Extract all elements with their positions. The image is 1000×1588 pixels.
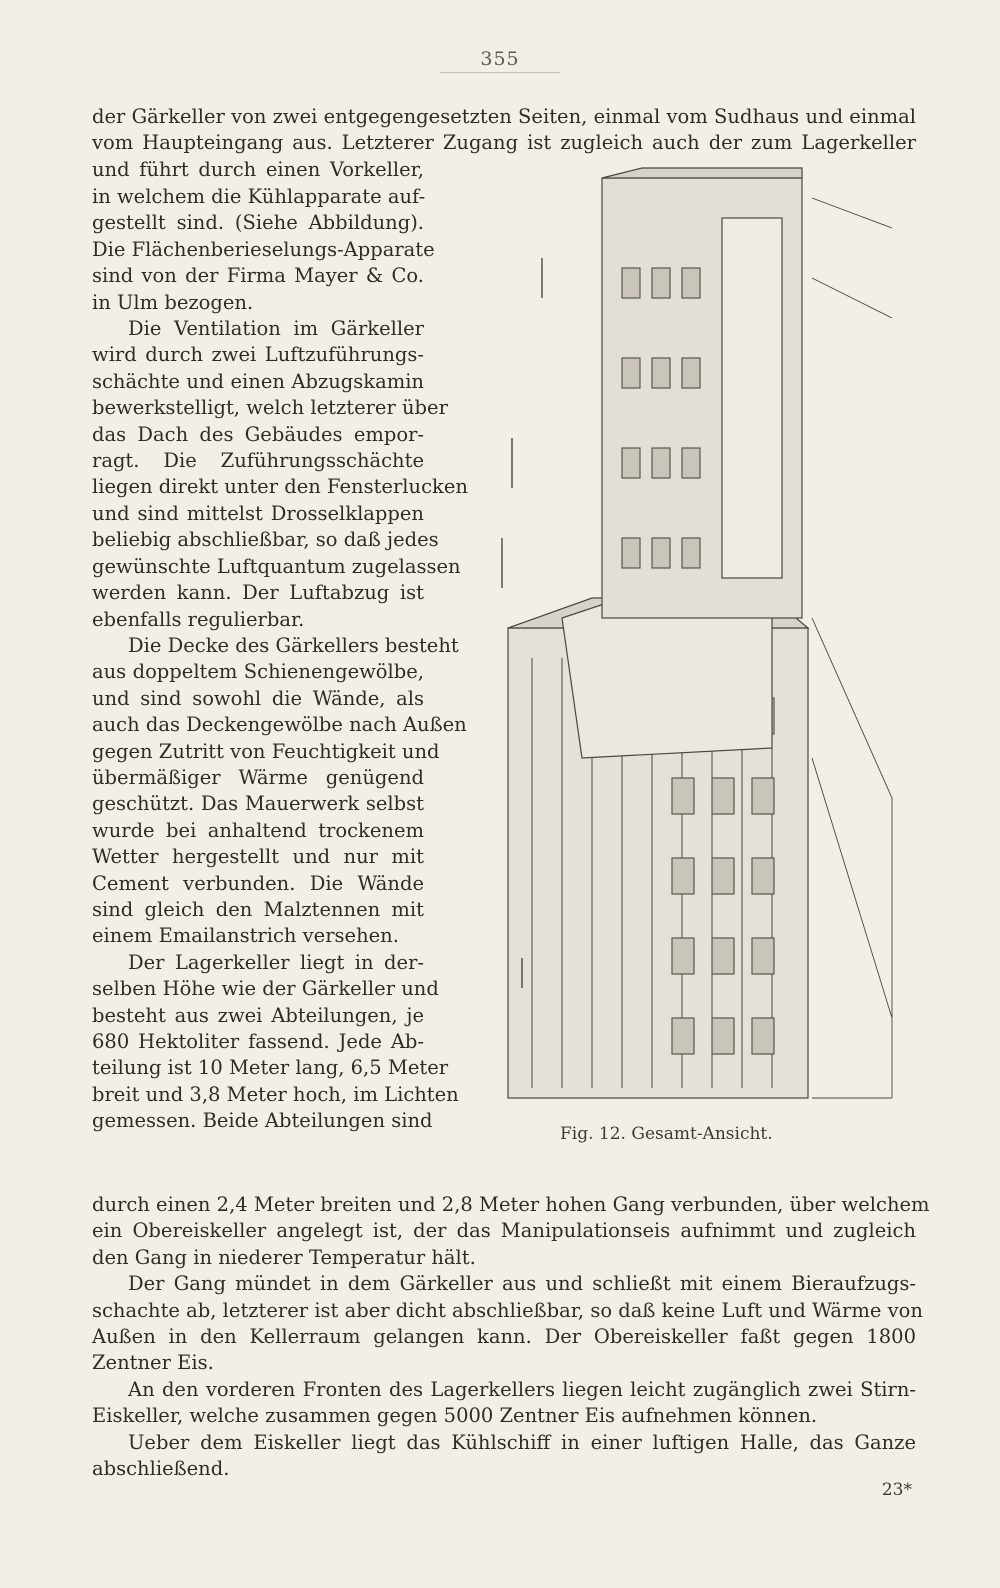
text-line: schachte ab, letzterer ist aber dicht abschließbar, so daß keine Luft und Wärme von — [92, 1298, 923, 1322]
text-line: gegen Zutritt von Feuchtigkeit und — [92, 739, 440, 763]
text-line: liegen direkt unter den Fensterlucken — [92, 475, 468, 499]
text-line: teilung ist 10 Meter lang, 6,5 Meter — [92, 1056, 449, 1080]
text-line: bewerkstelligt, welch letzterer über — [92, 396, 448, 420]
narrow-column — [92, 184, 468, 1135]
text-line: aus doppeltem Schienengewölbe, — [92, 660, 424, 684]
text-line: das Dach des Gebäudes empor- — [92, 422, 424, 446]
text-line: Wetter hergestellt und nur mit — [92, 845, 424, 869]
text-line: auch das Deckengewölbe nach Außen — [92, 713, 467, 737]
text-line: Cement verbunden. Die Wände — [92, 871, 424, 895]
text-line: ein Obereiskeller angelegt ist, der das Manipulationseis aufnimmt und zugleich — [92, 1219, 916, 1243]
wide-column — [92, 1192, 930, 1482]
brewery-illustration — [472, 158, 908, 1118]
text-line: gestellt sind. (Siehe Abbildung). — [92, 211, 424, 235]
text-line: besteht aus zwei Abteilungen, je — [92, 1003, 424, 1027]
text-line: und führt durch einen Vorkeller, — [92, 157, 424, 181]
page-number: 355 — [480, 48, 520, 70]
text-line: durch einen 2,4 Meter breiten und 2,8 Meter hohen Gang verbunden, über welchem — [92, 1193, 930, 1216]
text-line: Die Ventilation im Gärkeller — [128, 317, 424, 341]
text-line: wird durch zwei Luftzuführungs- — [92, 343, 424, 367]
text-line: vom Haupteingang aus. Letzterer Zugang ist zugleich auch der zum Lagerkeller — [92, 131, 916, 155]
signature-mark: 23* — [881, 1480, 912, 1500]
figure-caption: Fig. 12. Gesamt-Ansicht. — [560, 1124, 773, 1144]
text-line: übermäßiger Wärme genügend — [92, 765, 424, 789]
text-line: 680 Hektoliter fassend. Jede Ab- — [92, 1030, 424, 1053]
text-line: breit und 3,8 Meter hoch, im Lichten — [92, 1082, 459, 1106]
text-line: abschließend. — [92, 1457, 230, 1481]
text-line: und sind mittelst Drosselklappen — [92, 501, 424, 525]
text-line: der Gärkeller von zwei entgegengesetzten Seiten, einmal vom Sudhaus und einmal — [92, 105, 916, 128]
text-line: Der Gang mündet in dem Gärkeller aus und schließt mit einem Bieraufzugs- — [128, 1272, 916, 1296]
text-line: sind gleich den Malztennen mit — [92, 897, 424, 921]
text-line: wurde bei anhaltend trockenem — [92, 818, 424, 842]
text-line: schächte und einen Abzugskamin — [92, 369, 424, 393]
text-line: Außen in den Kellerraum gelangen kann. Der Obereiskeller faßt gegen 1800 — [92, 1325, 916, 1349]
text-line: Der Lagerkeller liegt in der- — [128, 950, 424, 974]
text-line: gewünschte Luftquantum zugelassen — [92, 554, 461, 578]
text-line: den Gang in niederer Temperatur hält. — [92, 1245, 476, 1269]
text-line: sind von der Firma Mayer & Co. — [92, 264, 424, 288]
text-line: und sind sowohl die Wände, als — [92, 686, 424, 710]
text-line: ragt. Die Zuführungsschächte — [92, 449, 424, 473]
text-line: selben Höhe wie der Gärkeller und — [92, 977, 439, 1001]
text-line: einem Emailanstrich versehen. — [92, 924, 399, 948]
text-line: beliebig abschließbar, so daß jedes — [92, 528, 439, 552]
text-line: Eiskeller, welche zusammen gegen 5000 Zentner Eis aufnehmen können. — [92, 1404, 818, 1428]
text-line: werden kann. Der Luftabzug ist — [92, 581, 424, 605]
text-line: Die Decke des Gärkellers besteht — [128, 633, 459, 657]
text-line: geschützt. Das Mauerwerk selbst — [92, 792, 424, 816]
page-number-rule — [440, 72, 560, 73]
text-line: Die Flächenberieselungs-Apparate — [92, 237, 435, 261]
text-line: in welchem die Kühlapparate auf- — [92, 185, 426, 208]
text-line: Zentner Eis. — [92, 1351, 214, 1375]
text-line: ebenfalls regulierbar. — [92, 607, 305, 631]
text-line: An den vorderen Fronten des Lagerkellers liegen leicht zugänglich zwei Stirn- — [128, 1377, 916, 1401]
text-line: Ueber dem Eiskeller liegt das Kühlschiff in einer luftigen Halle, das Ganze — [128, 1430, 916, 1454]
text-line: gemessen. Beide Abteilungen sind — [92, 1109, 433, 1133]
text-line: in Ulm bezogen. — [92, 290, 254, 314]
